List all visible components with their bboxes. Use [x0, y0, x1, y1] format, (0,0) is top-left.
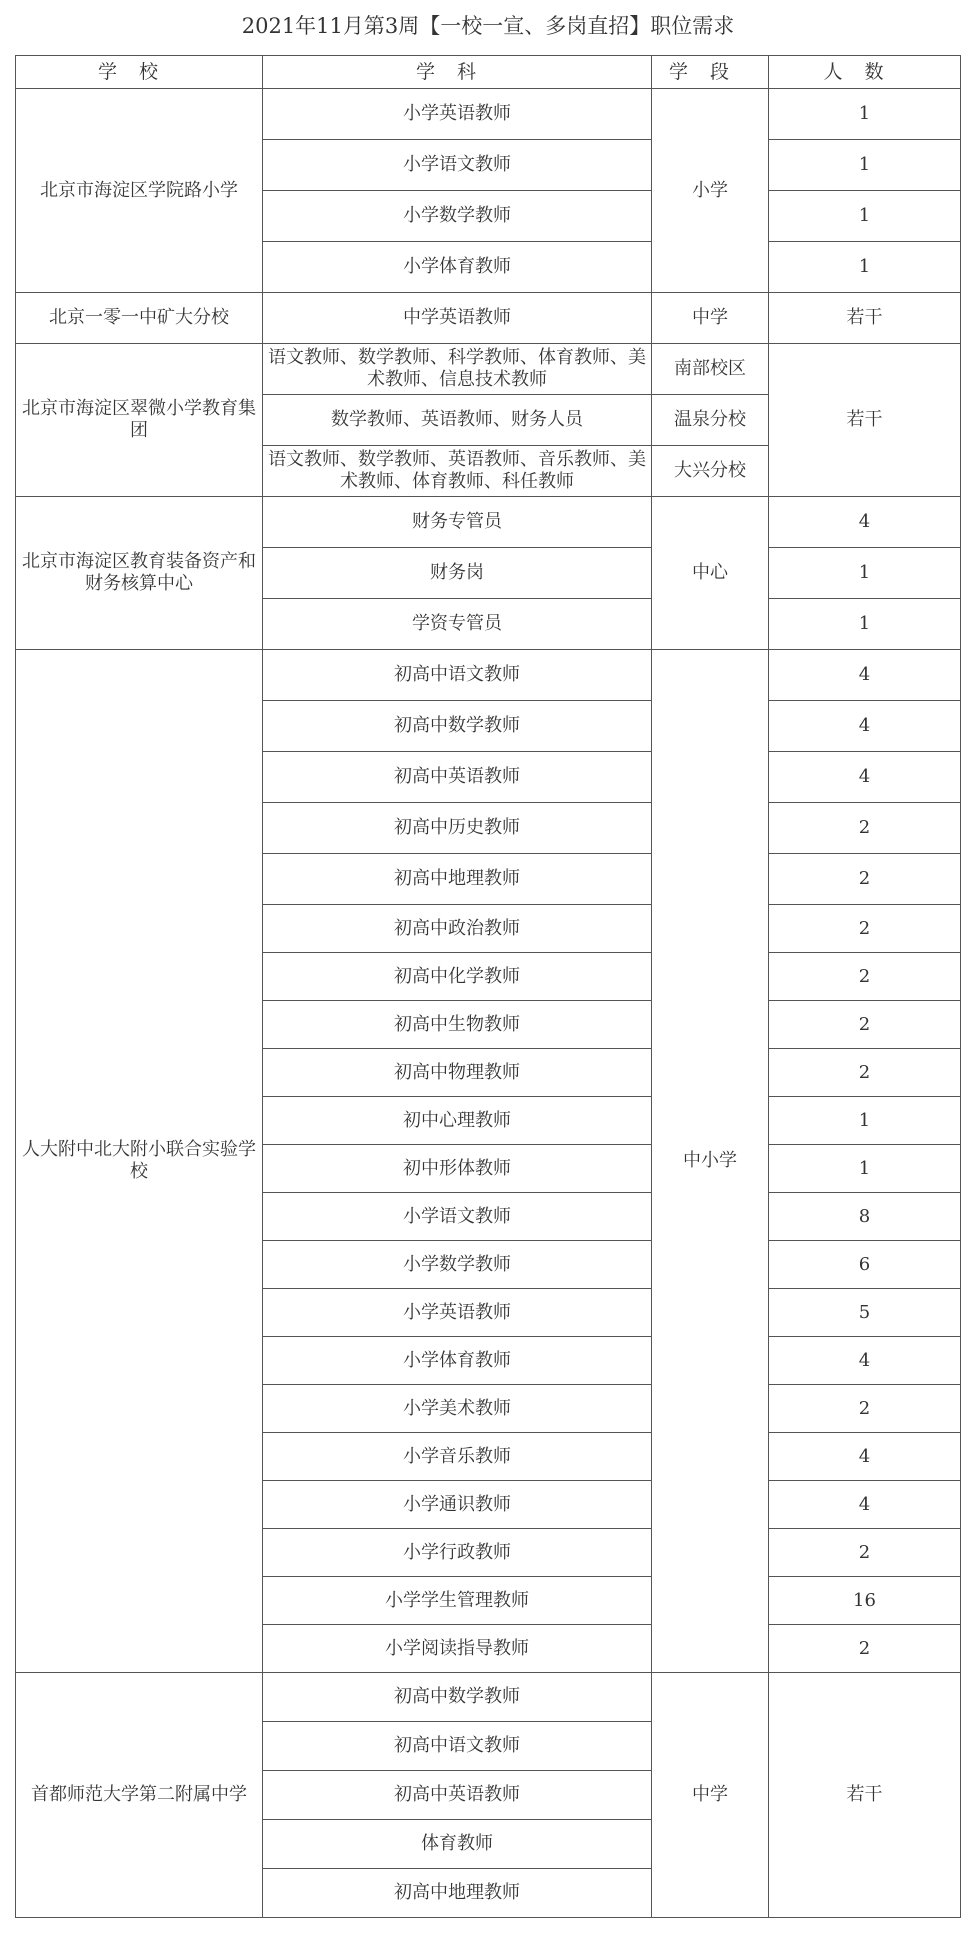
- count-cell: 1: [769, 140, 961, 191]
- subject-cell: 语文教师、数学教师、科学教师、体育教师、美术教师、信息技术教师: [263, 344, 652, 395]
- table-row: [16, 89, 961, 140]
- header-row: [16, 56, 961, 89]
- count-cell: 1: [769, 599, 961, 650]
- subject-cell: 小学语文教师: [263, 140, 652, 191]
- subject-cell: 数学教师、英语教师、财务人员: [263, 395, 652, 446]
- subject-cell: 初高中语文教师: [263, 650, 652, 701]
- count-cell: 4: [769, 752, 961, 803]
- subject-cell: 初高中化学教师: [263, 953, 652, 1001]
- count-cell: 2: [769, 1001, 961, 1049]
- page-title: 2021年11月第3周【一校一宣、多岗直招】职位需求: [241, 14, 735, 38]
- stage-cell: 大兴分校: [652, 446, 769, 497]
- subject-cell: 初高中物理教师: [263, 1049, 652, 1097]
- subject-cell: 初高中语文教师: [263, 1722, 652, 1771]
- table-row: [16, 1673, 961, 1722]
- count-cell: 4: [769, 701, 961, 752]
- count-cell: 1: [769, 89, 961, 140]
- stage-cell: 南部校区: [652, 344, 769, 395]
- count-cell: 4: [769, 1481, 961, 1529]
- subject-cell: 小学学生管理教师: [263, 1577, 652, 1625]
- count-cell: 4: [769, 1433, 961, 1481]
- subject-cell: 初中心理教师: [263, 1097, 652, 1145]
- count-cell: 2: [769, 1385, 961, 1433]
- subject-cell: 小学通识教师: [263, 1481, 652, 1529]
- count-cell: 6: [769, 1241, 961, 1289]
- subject-cell: 小学行政教师: [263, 1529, 652, 1577]
- count-cell: 若干: [769, 344, 961, 497]
- school-cell: 北京市海淀区翠微小学教育集团: [16, 344, 263, 497]
- count-cell: 2: [769, 803, 961, 854]
- subject-cell: 初高中地理教师: [263, 1869, 652, 1918]
- school-cell: 北京一零一中矿大分校: [16, 293, 263, 344]
- stage-cell: 中学: [652, 1673, 769, 1918]
- school-cell: 人大附中北大附小联合实验学校: [16, 650, 263, 1673]
- subject-cell: 财务岗: [263, 548, 652, 599]
- count-cell: 1: [769, 242, 961, 293]
- subject-cell: 小学体育教师: [263, 242, 652, 293]
- subject-cell: 初高中政治教师: [263, 905, 652, 953]
- subject-cell: 学资专管员: [263, 599, 652, 650]
- subject-cell: 小学美术教师: [263, 1385, 652, 1433]
- count-cell: 2: [769, 905, 961, 953]
- subject-cell: 语文教师、数学教师、英语教师、音乐教师、美术教师、体育教师、科任教师: [263, 446, 652, 497]
- header-stage: 学段: [652, 56, 769, 89]
- count-cell: 若干: [769, 1673, 961, 1918]
- stage-cell: 小学: [652, 89, 769, 293]
- count-cell: 8: [769, 1193, 961, 1241]
- stage-cell: 温泉分校: [652, 395, 769, 446]
- count-cell: 1: [769, 548, 961, 599]
- subject-cell: 小学英语教师: [263, 1289, 652, 1337]
- count-cell: 1: [769, 1097, 961, 1145]
- job-requirements-table: [15, 55, 961, 1918]
- count-cell: 1: [769, 1145, 961, 1193]
- subject-cell: 初高中数学教师: [263, 701, 652, 752]
- count-cell: 5: [769, 1289, 961, 1337]
- subject-cell: 小学语文教师: [263, 1193, 652, 1241]
- subject-cell: 初中形体教师: [263, 1145, 652, 1193]
- subject-cell: 初高中生物教师: [263, 1001, 652, 1049]
- count-cell: 4: [769, 1337, 961, 1385]
- subject-cell: 初高中数学教师: [263, 1673, 652, 1722]
- subject-cell: 小学音乐教师: [263, 1433, 652, 1481]
- subject-cell: 小学数学教师: [263, 191, 652, 242]
- table-row: [16, 344, 961, 395]
- subject-cell: 小学阅读指导教师: [263, 1625, 652, 1673]
- school-cell: 北京市海淀区学院路小学: [16, 89, 263, 293]
- subject-cell: 中学英语教师: [263, 293, 652, 344]
- count-cell: 2: [769, 1529, 961, 1577]
- count-cell: 2: [769, 953, 961, 1001]
- count-cell: 2: [769, 1625, 961, 1673]
- count-cell: 16: [769, 1577, 961, 1625]
- header-school: 学校: [16, 56, 263, 89]
- count-cell: 2: [769, 854, 961, 905]
- subject-cell: 初高中历史教师: [263, 803, 652, 854]
- stage-cell: 中小学: [652, 650, 769, 1673]
- table-row: [16, 293, 961, 344]
- subject-cell: 财务专管员: [263, 497, 652, 548]
- subject-cell: 初高中英语教师: [263, 1771, 652, 1820]
- subject-cell: 小学体育教师: [263, 1337, 652, 1385]
- count-cell: 4: [769, 497, 961, 548]
- count-cell: 4: [769, 650, 961, 701]
- stage-cell: 中心: [652, 497, 769, 650]
- table-row: [16, 650, 961, 701]
- count-cell: 1: [769, 191, 961, 242]
- school-cell: 首都师范大学第二附属中学: [16, 1673, 263, 1918]
- table-row: [16, 497, 961, 548]
- subject-cell: 小学英语教师: [263, 89, 652, 140]
- header-count: 人数: [769, 56, 961, 89]
- subject-cell: 体育教师: [263, 1820, 652, 1869]
- count-cell: 若干: [769, 293, 961, 344]
- subject-cell: 初高中英语教师: [263, 752, 652, 803]
- stage-cell: 中学: [652, 293, 769, 344]
- header-subject: 学科: [263, 56, 652, 89]
- subject-cell: 小学数学教师: [263, 1241, 652, 1289]
- school-cell: 北京市海淀区教育装备资产和财务核算中心: [16, 497, 263, 650]
- subject-cell: 初高中地理教师: [263, 854, 652, 905]
- count-cell: 2: [769, 1049, 961, 1097]
